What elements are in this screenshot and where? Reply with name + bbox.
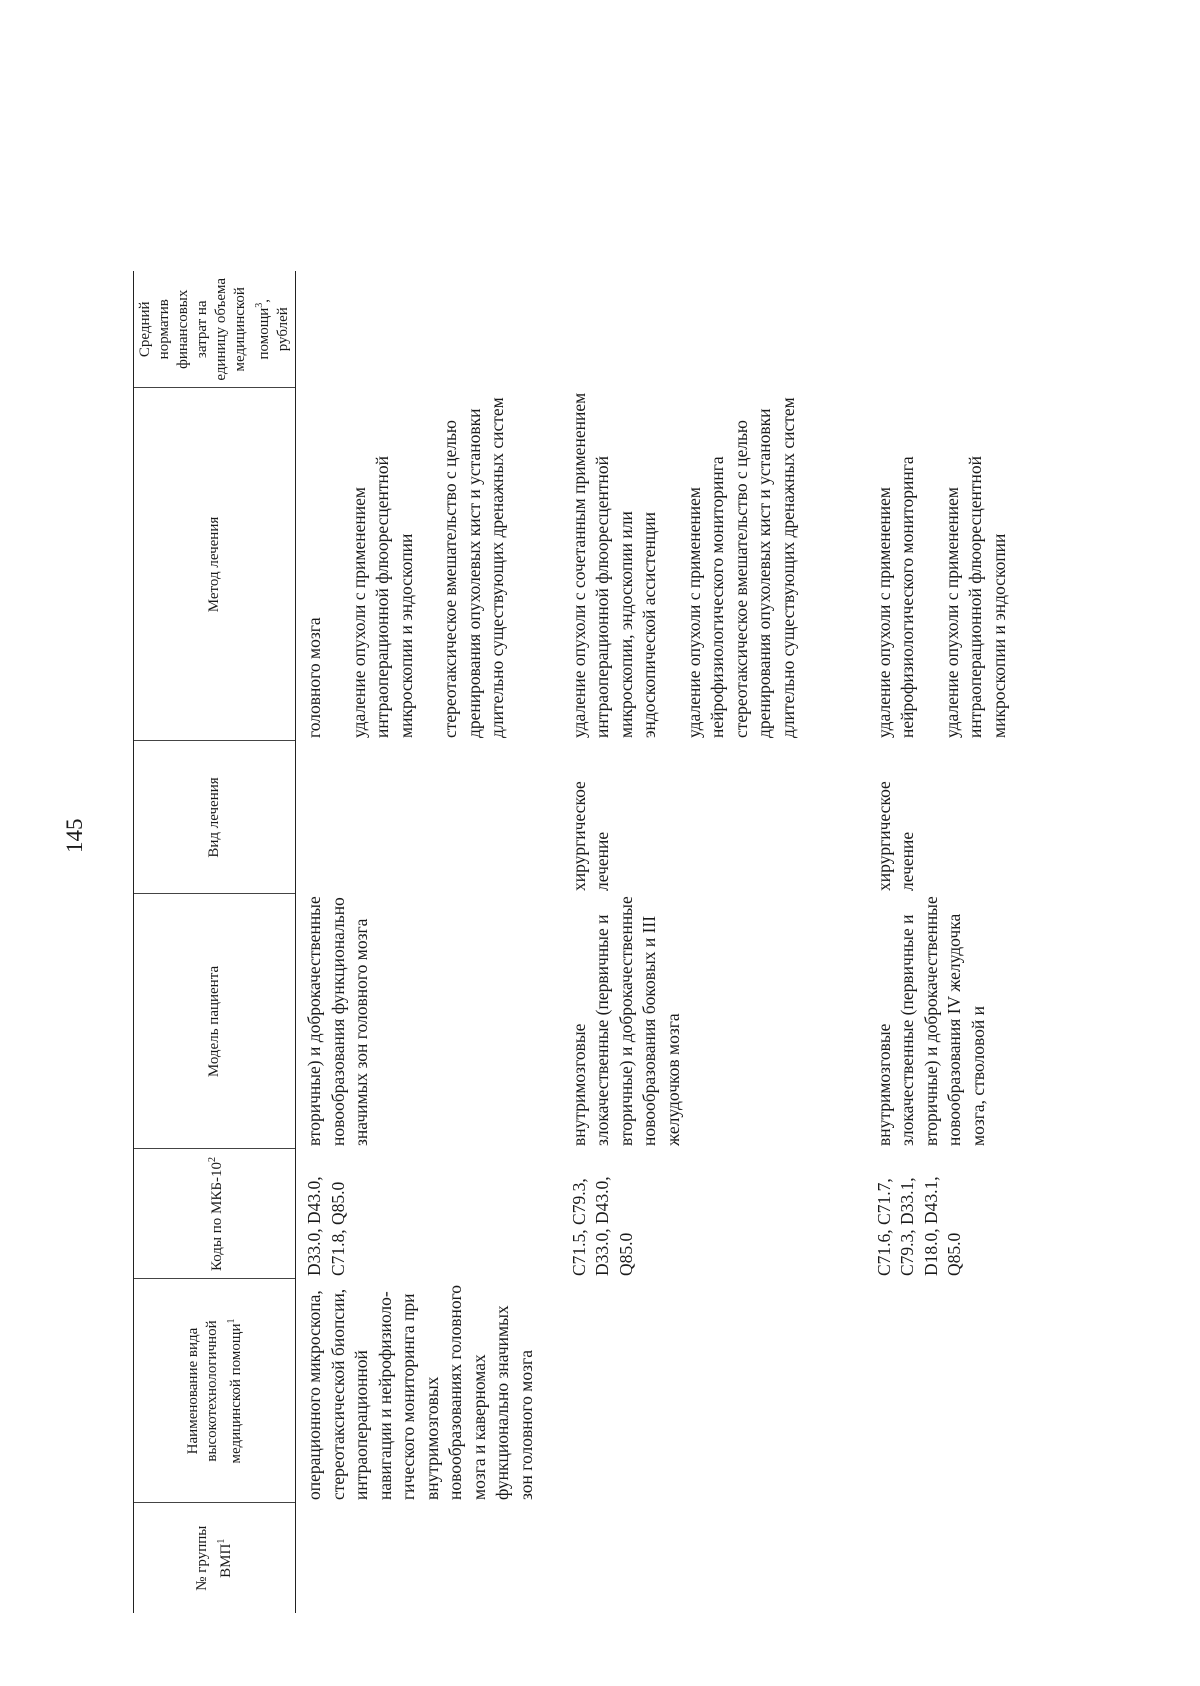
header-model: Модель пациента — [134, 894, 296, 1149]
method-item: удаление опухоли с сочетанным применением интраоперационной флюоресцентной микроскопии, эндоскопии или эндоскопической ассистенции — [568, 392, 659, 738]
cell-codes: C71.6, C71.7, C79.3, D33.1, D18.0, D43.1, Q85.0 — [873, 1176, 964, 1276]
table-row — [296, 271, 561, 1613]
table-row — [561, 271, 866, 1613]
table-row — [866, 271, 1036, 1613]
cell-method — [296, 388, 561, 741]
cell-codes: D33.0, D43.0, C71.8, Q85.0 — [304, 1176, 348, 1276]
page-number: 145 — [62, 818, 87, 853]
header-treatment-type: Вид лечения — [134, 741, 296, 894]
method-item: удаление опухоли с применением нейрофизиологического мониторинга стереотаксическое вмешательство с целью дренирования опухолевых кист и установки длительно существующих дренажных систем — [683, 397, 798, 738]
cell-group — [561, 1503, 866, 1613]
method-item: удаление опухоли с применением нейрофизиологического мониторинга — [873, 456, 917, 738]
vmp-table — [133, 271, 1036, 1613]
cell-group — [296, 1503, 561, 1613]
cell-norm — [296, 271, 561, 388]
cell-method — [866, 388, 1036, 741]
cell-model: внутримозговые злокачественные (первичные и вторичные) и доброкачественные новообразования боковых и III желудочков мозга — [568, 896, 683, 1146]
cell-model: вторичные) и доброкачественные новообразования функционально значимых зон головного мозга — [304, 896, 371, 1146]
table-header-row — [134, 271, 296, 1613]
cell-name — [866, 1279, 1036, 1503]
header-name: Наименование вида высокотехнологичной медицинской помощи$^1$ — [134, 1279, 296, 1503]
header-codes: Коды по МКБ-$10^2$ — [134, 1149, 296, 1279]
method-item: удаление опухоли с применением интраоперационной флюоресцентной микроскопии и эндоскопии — [941, 455, 1009, 738]
cell-method — [561, 388, 866, 741]
method-item: удаление опухоли с применением интраоперационной флюоресцентной микроскопии и эндоскопии — [348, 455, 416, 738]
header-norm: Средний норматив финансовых затрат на единицу объема медицинской помощи$^3$, рублей — [134, 271, 296, 388]
cell-codes: C71.5, C79.3, D33.0, D43.0, Q85.0 — [568, 1176, 636, 1276]
cell-name — [561, 1279, 866, 1503]
method-item: стереотаксическое вмешательство с целью дренирования опухолевых кист и установки длительно существующих дренажных систем — [440, 397, 507, 738]
method-item: головного мозга — [304, 617, 324, 738]
cell-treatment-type: хирургическое лечение — [568, 781, 612, 891]
header-group: № группы ВМП$^1$ — [134, 1503, 296, 1613]
cell-group — [866, 1503, 1036, 1613]
cell-name: операционного микроскопа, стереотаксической биопсии, интраоперационной навигации и нейрофизиоло-гического мониторинга при внутримозговых новообразованиях головного мозга и каверномах функционально значимых зон головного мозга — [304, 1284, 536, 1500]
header-method: Метод лечения — [134, 388, 296, 741]
cell-norm — [866, 271, 1036, 388]
cell-model: внутримозговые злокачественные (первичные и вторичные) и доброкачественные новообразования IV желудочка мозга, стволовой и — [873, 896, 988, 1146]
cell-norm — [561, 271, 866, 388]
cell-treatment-type — [296, 741, 561, 894]
cell-treatment-type: хирургическое лечение — [873, 781, 917, 891]
